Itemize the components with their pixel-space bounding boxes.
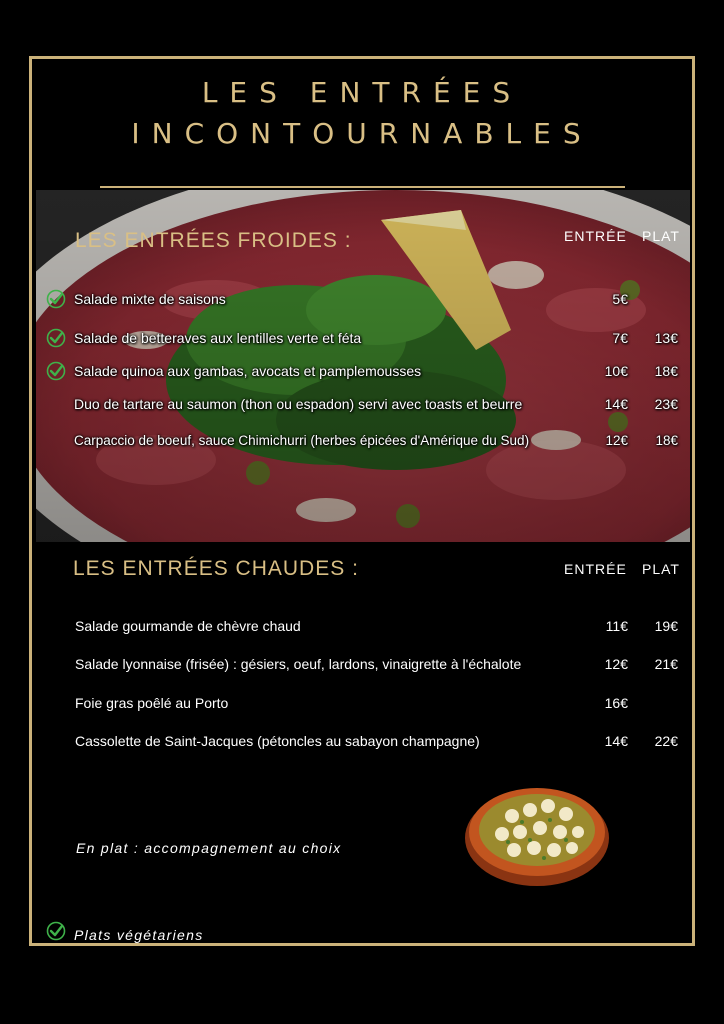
item-price-entree: 10€ [604, 363, 628, 379]
menu-item-chaude [0, 695, 724, 717]
section-title-chaudes: LES ENTRÉES CHAUDES : [73, 557, 359, 580]
item-price-plat: 18€ [655, 433, 678, 448]
item-name: Salade de betteraves aux lentilles verte et féta [74, 330, 362, 346]
item-price-entree: 12€ [605, 433, 628, 448]
item-name: Foie gras poêlé au Porto [75, 695, 229, 711]
item-price-plat: 23€ [654, 396, 678, 412]
item-name: Salade gourmande de chèvre chaud [75, 618, 301, 634]
vegetarian-legend: Plats végétariens [74, 927, 204, 943]
column-header-entree: ENTRÉE [564, 561, 627, 577]
item-name: Duo de tartare au saumon (thon ou espadon) servi avec toasts et beurre [74, 396, 523, 412]
menu-item-froide [0, 363, 724, 385]
item-price-plat: 21€ [654, 656, 678, 672]
item-name: Cassolette de Saint-Jacques (pétoncles au sabayon champagne) [75, 733, 480, 749]
accompagnement-note: En plat : accompagnement au choix [76, 840, 342, 856]
menu-title-line1: LES ENTRÉES [201, 76, 523, 109]
column-header-plat: PLAT [642, 228, 680, 244]
item-price-plat: 19€ [654, 618, 678, 634]
title-divider [100, 186, 625, 188]
item-name: Salade lyonnaise (frisée) : gésiers, oeuf, lardons, vinaigrette à l'échalote [75, 656, 522, 672]
column-header-plat: PLAT [642, 561, 680, 577]
item-price-plat: 13€ [654, 330, 678, 346]
item-name: Carpaccio de boeuf, sauce Chimichurri (herbes épicées d'Amérique du Sud) [74, 433, 530, 448]
menu-item-froide [0, 291, 724, 313]
item-price-entree: 12€ [604, 656, 628, 672]
item-price-entree: 14€ [604, 733, 628, 749]
menu-item-froide [0, 433, 724, 455]
item-price-entree: 7€ [612, 330, 628, 346]
vegetarian-check-icon [46, 921, 66, 941]
item-price-entree: 16€ [604, 695, 628, 711]
item-name: Salade quinoa aux gambas, avocats et pamplemousses [74, 363, 422, 379]
section-title-froides: LES ENTRÉES FROIDES : [75, 229, 352, 252]
menu-item-chaude [0, 618, 724, 640]
cassolette-bowl-image [462, 776, 612, 888]
item-price-plat: 18€ [654, 363, 678, 379]
menu-item-chaude [0, 733, 724, 755]
menu-title-line2: INCONTOURNABLES [131, 117, 593, 150]
item-price-plat: 22€ [654, 733, 678, 749]
item-name: Salade mixte de saisons [74, 291, 226, 307]
item-price-entree: 14€ [604, 396, 628, 412]
menu-item-froide [0, 396, 724, 418]
column-header-entree: ENTRÉE [564, 228, 627, 244]
menu-item-chaude [0, 656, 724, 678]
item-price-entree: 11€ [605, 618, 628, 634]
item-price-entree: 5€ [612, 291, 628, 307]
menu-item-froide [0, 330, 724, 352]
